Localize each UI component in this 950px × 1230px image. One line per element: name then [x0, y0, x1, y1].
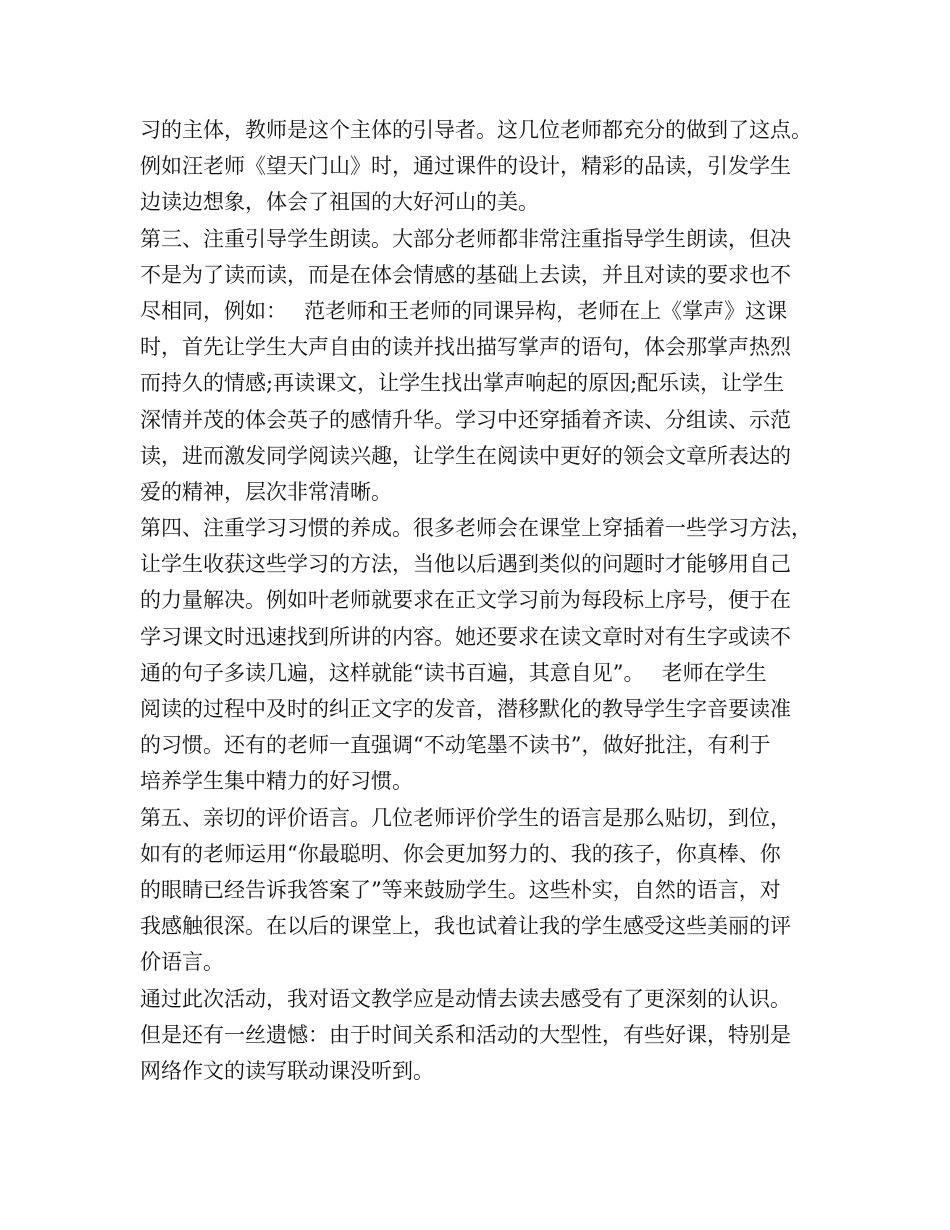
text-line: 时，首先让学生大声自由的读并找出描写掌声的语句，体会那掌声热烈: [140, 335, 791, 360]
text-line: 培养学生集中精力的好习惯。: [140, 769, 413, 794]
text-line: 第四、注重学习习惯的养成。很多老师会在课堂上穿插着一些学习方法，: [140, 516, 812, 541]
text-line: 尽相同，例如： 范老师和王老师的同课异构，老师在上《掌声》这课: [140, 298, 788, 323]
text-line: 第三、注重引导学生朗读。大部分老师都非常注重指导学生朗读，但决: [140, 226, 791, 251]
text-line: 网络作文的读写联动课没听到。: [140, 1058, 434, 1083]
text-line: 不是为了读而读，而是在体会情感的基础上去读，并且对读的要求也不: [140, 262, 791, 287]
text-line: 阅读的过程中及时的纠正文字的发音，潜移默化的教导学生字音要读准: [140, 697, 791, 721]
text-line: 爱的精神，层次非常清晰。: [140, 479, 392, 504]
text-line: 深情并茂的体会英子的感情升华。学习中还穿插着齐读、分组读、示范: [140, 407, 791, 432]
text-line: 边读边想象，体会了祖国的大好河山的美。: [140, 190, 539, 215]
text-line: 的力量解决。例如叶老师就要求在正文学习前为每段标上序号，便于在: [140, 588, 791, 613]
document-body: [140, 112, 830, 1089]
text-line: 第五、亲切的评价语言。几位老师评价学生的语言是那么贴切，到位，: [140, 805, 791, 830]
text-line: 学习课文时迅速找到所讲的内容。她还要求在读文章时对有生字或读不: [140, 624, 791, 649]
text-line: 如有的老师运用“你最聪明、你会更加努力的、我的孩子，你真棒、你: [140, 841, 781, 866]
text-line: 通的句子多读几遍，这样就能“读书百遍，其意自见”。 老师在学生: [140, 660, 767, 685]
text-line: 我感触很深。在以后的课堂上，我也试着让我的学生感受这些美丽的评: [140, 914, 791, 939]
text-line: 让学生收获这些学习的方法，当他以后遇到类似的问题时才能够用自己: [140, 552, 791, 577]
text-line: 通过此次活动，我对语文教学应是动情去读去感受有了更深刻的认识。: [140, 986, 791, 1011]
text-line: 习的主体，教师是这个主体的引导者。这几位老师都充分的做到了这点。: [140, 118, 812, 142]
text-line: 的习惯。还有的老师一直强调“不动笔墨不读书”，做好批注，有利于: [140, 733, 771, 758]
text-line: 但是还有一丝遗憾：由于时间关系和活动的大型性，有些好课，特别是: [140, 1022, 791, 1047]
text-line: 价语言。: [140, 950, 224, 975]
text-line: 例如汪老师《望天门山》时，通过课件的设计，精彩的品读，引发学生: [140, 154, 791, 179]
text-line: 的眼睛已经告诉我答案了”等来鼓励学生。这些朴实，自然的语言，对: [140, 877, 781, 902]
text-line: 而持久的情感;再读课文，让学生找出掌声响起的原因;配乐读，让学生: [140, 371, 785, 396]
text-line: 读，进而激发同学阅读兴趣，让学生在阅读中更好的领会文章所表达的: [140, 443, 791, 468]
